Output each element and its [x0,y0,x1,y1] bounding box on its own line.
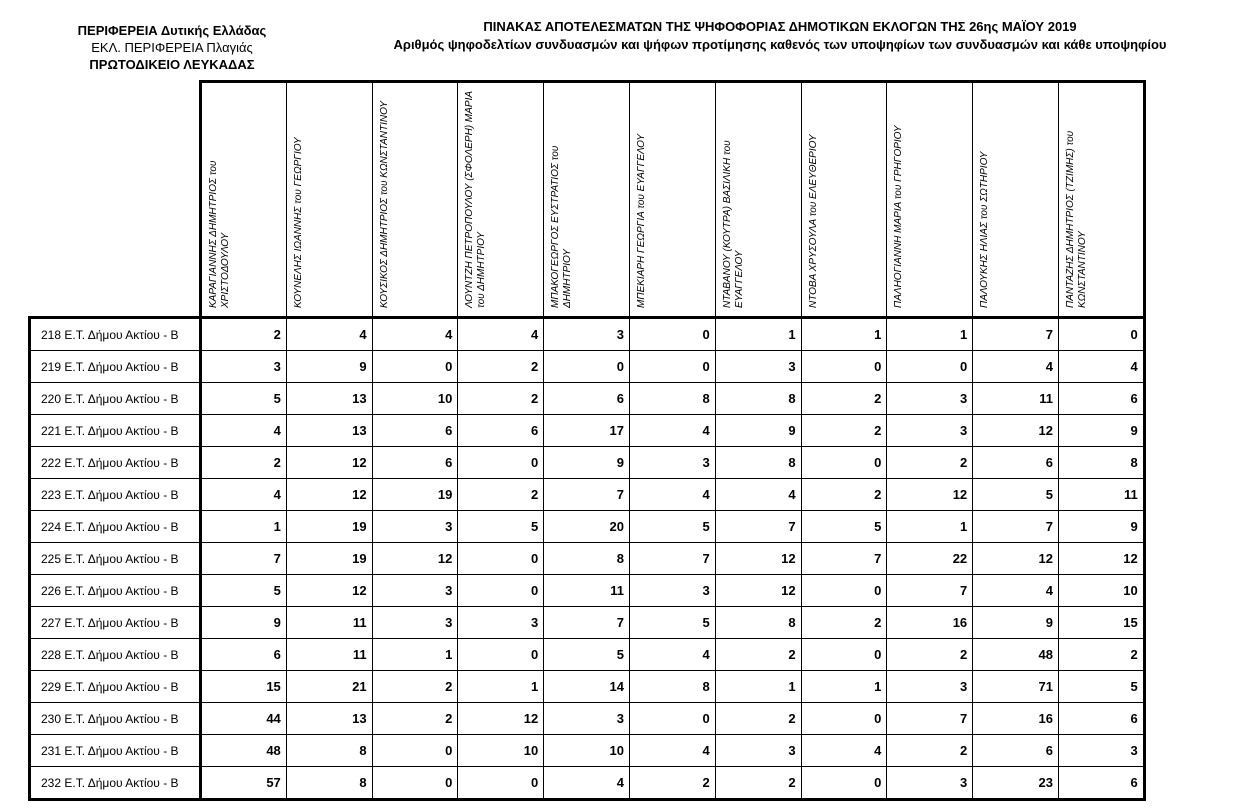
vote-count-cell: 7 [201,543,287,575]
vote-count-cell: 5 [629,511,715,543]
vote-count-cell: 12 [286,479,372,511]
vote-count-cell: 9 [544,447,630,479]
vote-count-cell: 9 [201,607,287,639]
candidate-name: ΠΑΝΤΑΖΗΣ ΔΗΜΗΤΡΙΟΣ (ΤΖΙΜΗΣ) του ΚΩΝΣΤΑΝΤΙΝΟΥ [1064,130,1088,308]
vote-count-cell: 0 [801,767,887,800]
vote-count-cell: 1 [715,318,801,351]
vote-count-cell: 2 [458,383,544,415]
vote-count-cell: 8 [715,607,801,639]
vote-count-cell: 6 [1058,383,1144,415]
vote-count-cell: 3 [887,671,973,703]
vote-count-cell: 1 [887,511,973,543]
table-row [30,318,1145,351]
vote-count-cell: 4 [801,735,887,767]
vote-count-cell: 13 [286,703,372,735]
vote-count-cell: 0 [458,447,544,479]
candidate-header-row [30,82,1145,318]
table-row [30,639,1145,671]
vote-count-cell: 0 [629,318,715,351]
vote-count-cell: 7 [544,479,630,511]
vote-count-cell: 6 [201,639,287,671]
vote-count-cell: 2 [372,703,458,735]
vote-count-cell: 6 [973,735,1059,767]
candidate-name: ΝΤΟΒΑ ΧΡΥΣΟΥΛΑ του ΕΛΕΥΘΕΡΙΟΥ [807,134,819,308]
vote-count-cell: 7 [973,318,1059,351]
polling-station-label: 232 Ε.Τ. Δήμου Ακτίου - Β [30,767,201,800]
candidate-header [629,82,715,318]
results-body [30,318,1145,800]
candidate-header [1058,82,1144,318]
vote-count-cell: 23 [973,767,1059,800]
candidate-name: ΚΟΥΝΕΛΗΣ ΙΩΑΝΝΗΣ του ΓΕΩΡΓΙΟΥ [292,137,304,308]
candidate-header [973,82,1059,318]
vote-count-cell: 0 [458,575,544,607]
candidate-header [286,82,372,318]
vote-count-cell: 5 [544,639,630,671]
vote-count-cell: 0 [801,447,887,479]
vote-count-cell: 12 [973,415,1059,447]
vote-count-cell: 71 [973,671,1059,703]
vote-count-cell: 6 [1058,703,1144,735]
vote-count-cell: 15 [1058,607,1144,639]
vote-count-cell: 2 [715,703,801,735]
vote-count-cell: 7 [887,703,973,735]
vote-count-cell: 12 [458,703,544,735]
candidate-name: ΜΠΑΚΟΓΕΩΡΓΟΣ ΕΥΣΤΡΑΤΙΟΣ του ΔΗΜΗΤΡΙΟΥ [550,145,574,308]
vote-count-cell: 4 [1058,351,1144,383]
vote-count-cell: 4 [286,318,372,351]
vote-count-cell: 17 [544,415,630,447]
vote-count-cell: 0 [801,575,887,607]
vote-count-cell: 4 [629,479,715,511]
vote-count-cell: 2 [801,383,887,415]
vote-count-cell: 9 [973,607,1059,639]
vote-count-cell: 4 [544,767,630,800]
vote-count-cell: 16 [887,607,973,639]
vote-count-cell: 2 [372,671,458,703]
vote-count-cell: 3 [715,351,801,383]
table-row [30,543,1145,575]
vote-count-cell: 3 [629,447,715,479]
vote-count-cell: 57 [201,767,287,800]
candidate-name: ΠΑΛΟΥΚΗΣ ΗΛΙΑΣ του ΣΩΤΗΡΙΟΥ [979,151,991,308]
candidate-name: ΛΟΥΝΤΖΗ ΠΕΤΡΟΠΟΥΛΟΥ (ΣΦΟΛΕΡΗ) ΜΑΡΙΑ του ΔΗΜΗΤΡΙΟΥ [464,91,488,308]
vote-count-cell: 19 [372,479,458,511]
vote-count-cell: 0 [887,351,973,383]
polling-station-label: 231 Ε.Τ. Δήμου Ακτίου - Β [30,735,201,767]
vote-count-cell: 22 [887,543,973,575]
vote-count-cell: 2 [458,351,544,383]
vote-count-cell: 0 [372,351,458,383]
document-subtitle: Αριθμός ψηφοδελτίων συνδυασμών και ψήφων προτίμησης καθενός των υποψηφίων των συνδυασμών και κάθε υποψηφίου [393,37,1167,52]
vote-count-cell: 3 [372,607,458,639]
table-row [30,479,1145,511]
vote-count-cell: 6 [1058,767,1144,800]
vote-count-cell: 13 [286,383,372,415]
vote-count-cell: 5 [458,511,544,543]
vote-count-cell: 0 [458,767,544,800]
vote-count-cell: 5 [629,607,715,639]
vote-count-cell: 2 [887,735,973,767]
vote-count-cell: 0 [372,767,458,800]
table-row [30,415,1145,447]
vote-count-cell: 4 [458,318,544,351]
header-left [62,22,282,73]
polling-station-label: 220 Ε.Τ. Δήμου Ακτίου - Β [30,383,201,415]
vote-count-cell: 48 [973,639,1059,671]
vote-count-cell: 0 [372,735,458,767]
polling-station-label: 228 Ε.Τ. Δήμου Ακτίου - Β [30,639,201,671]
results-table [28,80,1146,801]
header-right [380,18,1180,54]
candidate-header [715,82,801,318]
vote-count-cell: 6 [458,415,544,447]
vote-count-cell: 4 [201,415,287,447]
table-row [30,671,1145,703]
table-row [30,351,1145,383]
vote-count-cell: 2 [201,447,287,479]
candidate-header [801,82,887,318]
vote-count-cell: 11 [1058,479,1144,511]
vote-count-cell: 44 [201,703,287,735]
vote-count-cell: 8 [629,383,715,415]
vote-count-cell: 4 [629,415,715,447]
vote-count-cell: 12 [973,543,1059,575]
vote-count-cell: 2 [458,479,544,511]
candidate-name: ΚΟΥΣΙΚΟΣ ΔΗΜΗΤΡΙΟΣ του ΚΩΝΣΤΑΝΤΙΝΟΥ [378,100,390,308]
vote-count-cell: 3 [887,767,973,800]
vote-count-cell: 6 [973,447,1059,479]
vote-count-cell: 3 [887,415,973,447]
candidate-name: ΜΠΕΚΙΑΡΗ ΓΕΩΡΓΙΑ του ΕΥΑΓΓΕΛΟΥ [635,133,647,308]
vote-count-cell: 8 [286,767,372,800]
vote-count-cell: 2 [801,415,887,447]
vote-count-cell: 11 [544,575,630,607]
vote-count-cell: 1 [201,511,287,543]
candidate-header [544,82,630,318]
vote-count-cell: 10 [544,735,630,767]
vote-count-cell: 7 [887,575,973,607]
vote-count-cell: 7 [629,543,715,575]
vote-count-cell: 1 [458,671,544,703]
vote-count-cell: 8 [715,447,801,479]
vote-count-cell: 10 [372,383,458,415]
vote-count-cell: 1 [715,671,801,703]
vote-count-cell: 3 [544,703,630,735]
vote-count-cell: 11 [286,607,372,639]
vote-count-cell: 0 [544,351,630,383]
vote-count-cell: 1 [372,639,458,671]
vote-count-cell: 16 [973,703,1059,735]
vote-count-cell: 8 [715,383,801,415]
table-row [30,735,1145,767]
vote-count-cell: 21 [286,671,372,703]
vote-count-cell: 1 [801,671,887,703]
vote-count-cell: 6 [372,447,458,479]
polling-station-label: 227 Ε.Τ. Δήμου Ακτίου - Β [30,607,201,639]
table-row [30,607,1145,639]
vote-count-cell: 0 [458,543,544,575]
vote-count-cell: 2 [629,767,715,800]
candidate-name: ΝΤΑΒΑΝΟΥ (ΚΟΥΤΡΑ) ΒΑΣΙΛΙΚΗ του ΕΥΑΓΓΕΛΟΥ [721,140,745,308]
vote-count-cell: 0 [458,639,544,671]
vote-count-cell: 4 [372,318,458,351]
vote-count-cell: 3 [372,575,458,607]
vote-count-cell: 12 [372,543,458,575]
vote-count-cell: 5 [973,479,1059,511]
vote-count-cell: 3 [544,318,630,351]
vote-count-cell: 10 [458,735,544,767]
vote-count-cell: 1 [801,318,887,351]
vote-count-cell: 7 [801,543,887,575]
vote-count-cell: 0 [801,639,887,671]
vote-count-cell: 0 [801,351,887,383]
vote-count-cell: 7 [715,511,801,543]
vote-count-cell: 9 [1058,511,1144,543]
header-corner [30,82,201,318]
vote-count-cell: 14 [544,671,630,703]
polling-station-label: 229 Ε.Τ. Δήμου Ακτίου - Β [30,671,201,703]
vote-count-cell: 7 [973,511,1059,543]
vote-count-cell: 2 [801,479,887,511]
vote-count-cell: 4 [629,639,715,671]
vote-count-cell: 19 [286,543,372,575]
vote-count-cell: 3 [1058,735,1144,767]
candidate-header [887,82,973,318]
candidate-header [201,82,287,318]
vote-count-cell: 12 [1058,543,1144,575]
vote-count-cell: 48 [201,735,287,767]
vote-count-cell: 8 [629,671,715,703]
vote-count-cell: 2 [887,447,973,479]
vote-count-cell: 2 [715,767,801,800]
table-row [30,447,1145,479]
vote-count-cell: 0 [1058,318,1144,351]
vote-count-cell: 5 [1058,671,1144,703]
vote-count-cell: 12 [715,543,801,575]
candidate-header [372,82,458,318]
polling-station-label: 222 Ε.Τ. Δήμου Ακτίου - Β [30,447,201,479]
vote-count-cell: 2 [715,639,801,671]
candidate-name: ΚΑΡΑΓΙΑΝΝΗΣ ΔΗΜΗΤΡΙΟΣ του ΧΡΙΣΤΟΔΟΥΛΟΥ [208,160,231,308]
vote-count-cell: 4 [973,575,1059,607]
vote-count-cell: 3 [715,735,801,767]
vote-count-cell: 20 [544,511,630,543]
vote-count-cell: 13 [286,415,372,447]
table-row [30,767,1145,800]
vote-count-cell: 4 [715,479,801,511]
polling-station-label: 226 Ε.Τ. Δήμου Ακτίου - Β [30,575,201,607]
table-row [30,511,1145,543]
vote-count-cell: 7 [544,607,630,639]
vote-count-cell: 2 [801,607,887,639]
vote-count-cell: 19 [286,511,372,543]
vote-count-cell: 0 [629,703,715,735]
polling-station-label: 223 Ε.Τ. Δήμου Ακτίου - Β [30,479,201,511]
table-row [30,703,1145,735]
vote-count-cell: 12 [286,447,372,479]
vote-count-cell: 3 [887,383,973,415]
vote-count-cell: 12 [887,479,973,511]
candidate-name: ΠΑΛΗΟΓΙΑΝΝΗ ΜΑΡΙΑ του ΓΡΗΓΟΡΙΟΥ [893,125,905,308]
polling-station-label: 219 Ε.Τ. Δήμου Ακτίου - Β [30,351,201,383]
vote-count-cell: 3 [458,607,544,639]
vote-count-cell: 8 [286,735,372,767]
vote-count-cell: 5 [201,575,287,607]
vote-count-cell: 8 [1058,447,1144,479]
vote-count-cell: 11 [973,383,1059,415]
vote-count-cell: 2 [887,639,973,671]
document-title: ΠΙΝΑΚΑΣ ΑΠΟΤΕΛΕΣΜΑΤΩΝ ΤΗΣ ΨΗΦΟΦΟΡΙΑΣ ΔΗΜΟΤΙΚΩΝ ΕΚΛΟΓΩΝ ΤΗΣ 26ης ΜΑΪΟΥ 2019 [483,19,1077,34]
table-row [30,383,1145,415]
vote-count-cell: 9 [286,351,372,383]
polling-station-label: 218 Ε.Τ. Δήμου Ακτίου - Β [30,318,201,351]
vote-count-cell: 4 [201,479,287,511]
vote-count-cell: 2 [1058,639,1144,671]
vote-count-cell: 9 [715,415,801,447]
vote-count-cell: 1 [887,318,973,351]
vote-count-cell: 12 [715,575,801,607]
table-row [30,575,1145,607]
vote-count-cell: 6 [372,415,458,447]
vote-count-cell: 2 [201,318,287,351]
electoral-region: ΕΚΛ. ΠΕΡΙΦΕΡΕΙΑ Πλαγιάς [91,40,253,55]
candidate-header [458,82,544,318]
vote-count-cell: 10 [1058,575,1144,607]
vote-count-cell: 4 [629,735,715,767]
vote-count-cell: 11 [286,639,372,671]
vote-count-cell: 5 [201,383,287,415]
vote-count-cell: 15 [201,671,287,703]
vote-count-cell: 9 [1058,415,1144,447]
polling-station-label: 221 Ε.Τ. Δήμου Ακτίου - Β [30,415,201,447]
polling-station-label: 224 Ε.Τ. Δήμου Ακτίου - Β [30,511,201,543]
polling-station-label: 230 Ε.Τ. Δήμου Ακτίου - Β [30,703,201,735]
vote-count-cell: 6 [544,383,630,415]
vote-count-cell: 0 [629,351,715,383]
vote-count-cell: 3 [201,351,287,383]
vote-count-cell: 3 [629,575,715,607]
vote-count-cell: 12 [286,575,372,607]
vote-count-cell: 0 [801,703,887,735]
court-name: ΠΡΩΤΟΔΙΚΕΙΟ ΛΕΥΚΑΔΑΣ [89,57,255,72]
region-title: ΠΕΡΙΦΕΡΕΙΑ Δυτικής Ελλάδας [77,23,267,38]
vote-count-cell: 5 [801,511,887,543]
polling-station-label: 225 Ε.Τ. Δήμου Ακτίου - Β [30,543,201,575]
vote-count-cell: 4 [973,351,1059,383]
vote-count-cell: 3 [372,511,458,543]
vote-count-cell: 8 [544,543,630,575]
